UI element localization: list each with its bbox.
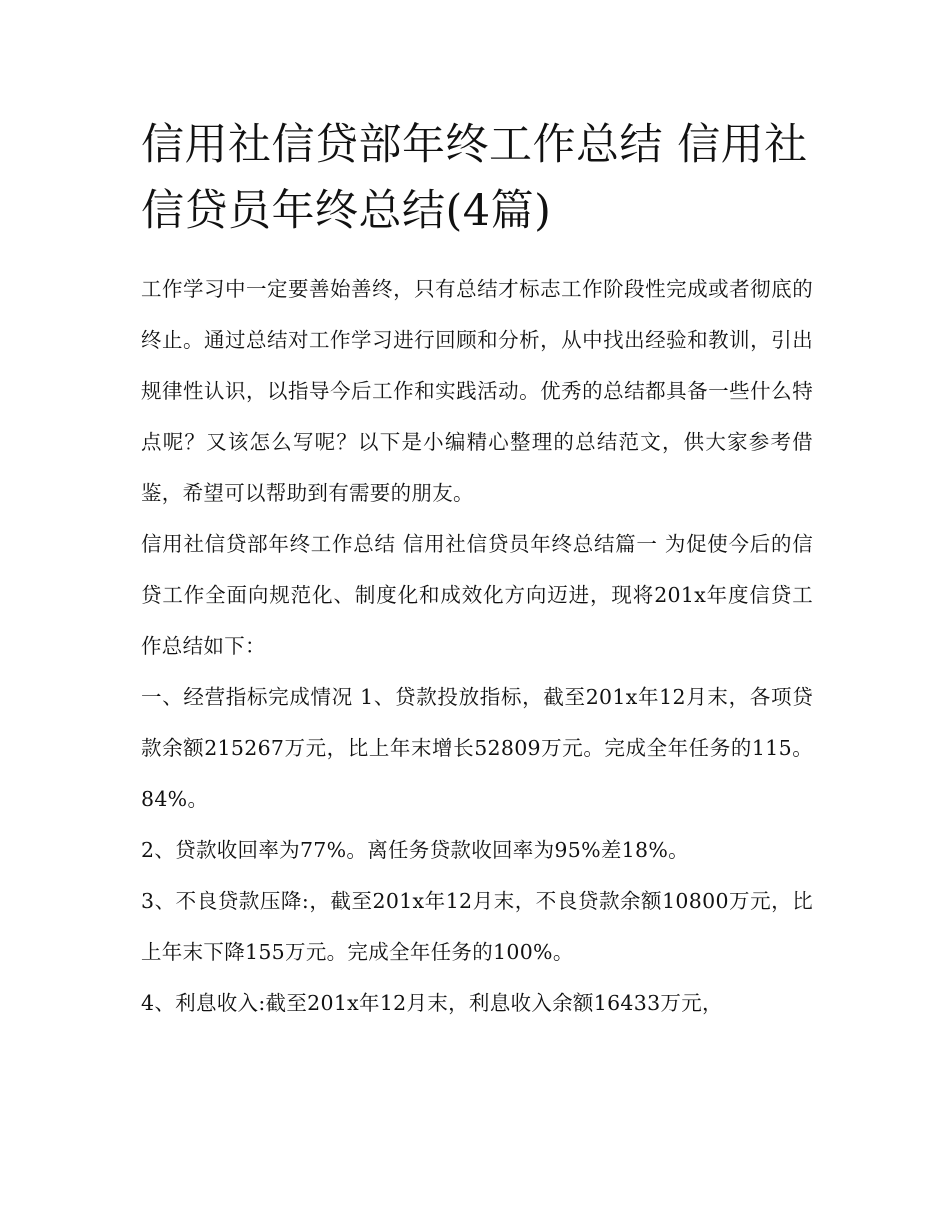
intro-paragraph: 工作学习中一定要善始善终，只有总结才标志工作阶段性完成或者彻底的终止。通过总结对工作学习进行回顾和分析，从中找出经验和教训，引出规律性认识，以指导今后工作和实践活动。优秀的总结都具备一些什么特点呢？又该怎么写呢？以下是小编精心整理的总结范文，供大家参考借鉴，希望可以帮助到有需要的朋友。 bbox=[141, 277, 813, 505]
bad-loan-paragraph: 3、不良贷款压降:，截至201x年12月末，不良贷款余额10800万元，比上年末下降155万元。完成全年任务的100%。 bbox=[141, 889, 813, 964]
interest-income-paragraph: 4、利息收入:截至201x年12月末，利息收入余额16433万元， bbox=[141, 991, 723, 1015]
recovery-rate-paragraph: 2、贷款收回率为77%。离任务贷款收回率为95%差18%。 bbox=[141, 838, 689, 862]
document-title: 信用社信贷部年终工作总结 信用社信贷员年终总结(4篇) bbox=[141, 120, 808, 236]
document-page bbox=[141, 112, 813, 1029]
section-intro-paragraph: 信用社信贷部年终工作总结 信用社信贷员年终总结篇一 为促使今后的信贷工作全面向规范化、制度化和成效化方向迈进，现将201x年度信贷工作总结如下： bbox=[141, 532, 813, 658]
loan-indicator-paragraph: 一、经营指标完成情况 1、贷款投放指标，截至201x年12月末，各项贷款余额215267万元，比上年末增长52809万元。完成全年任务的115。84%。 bbox=[141, 685, 813, 811]
